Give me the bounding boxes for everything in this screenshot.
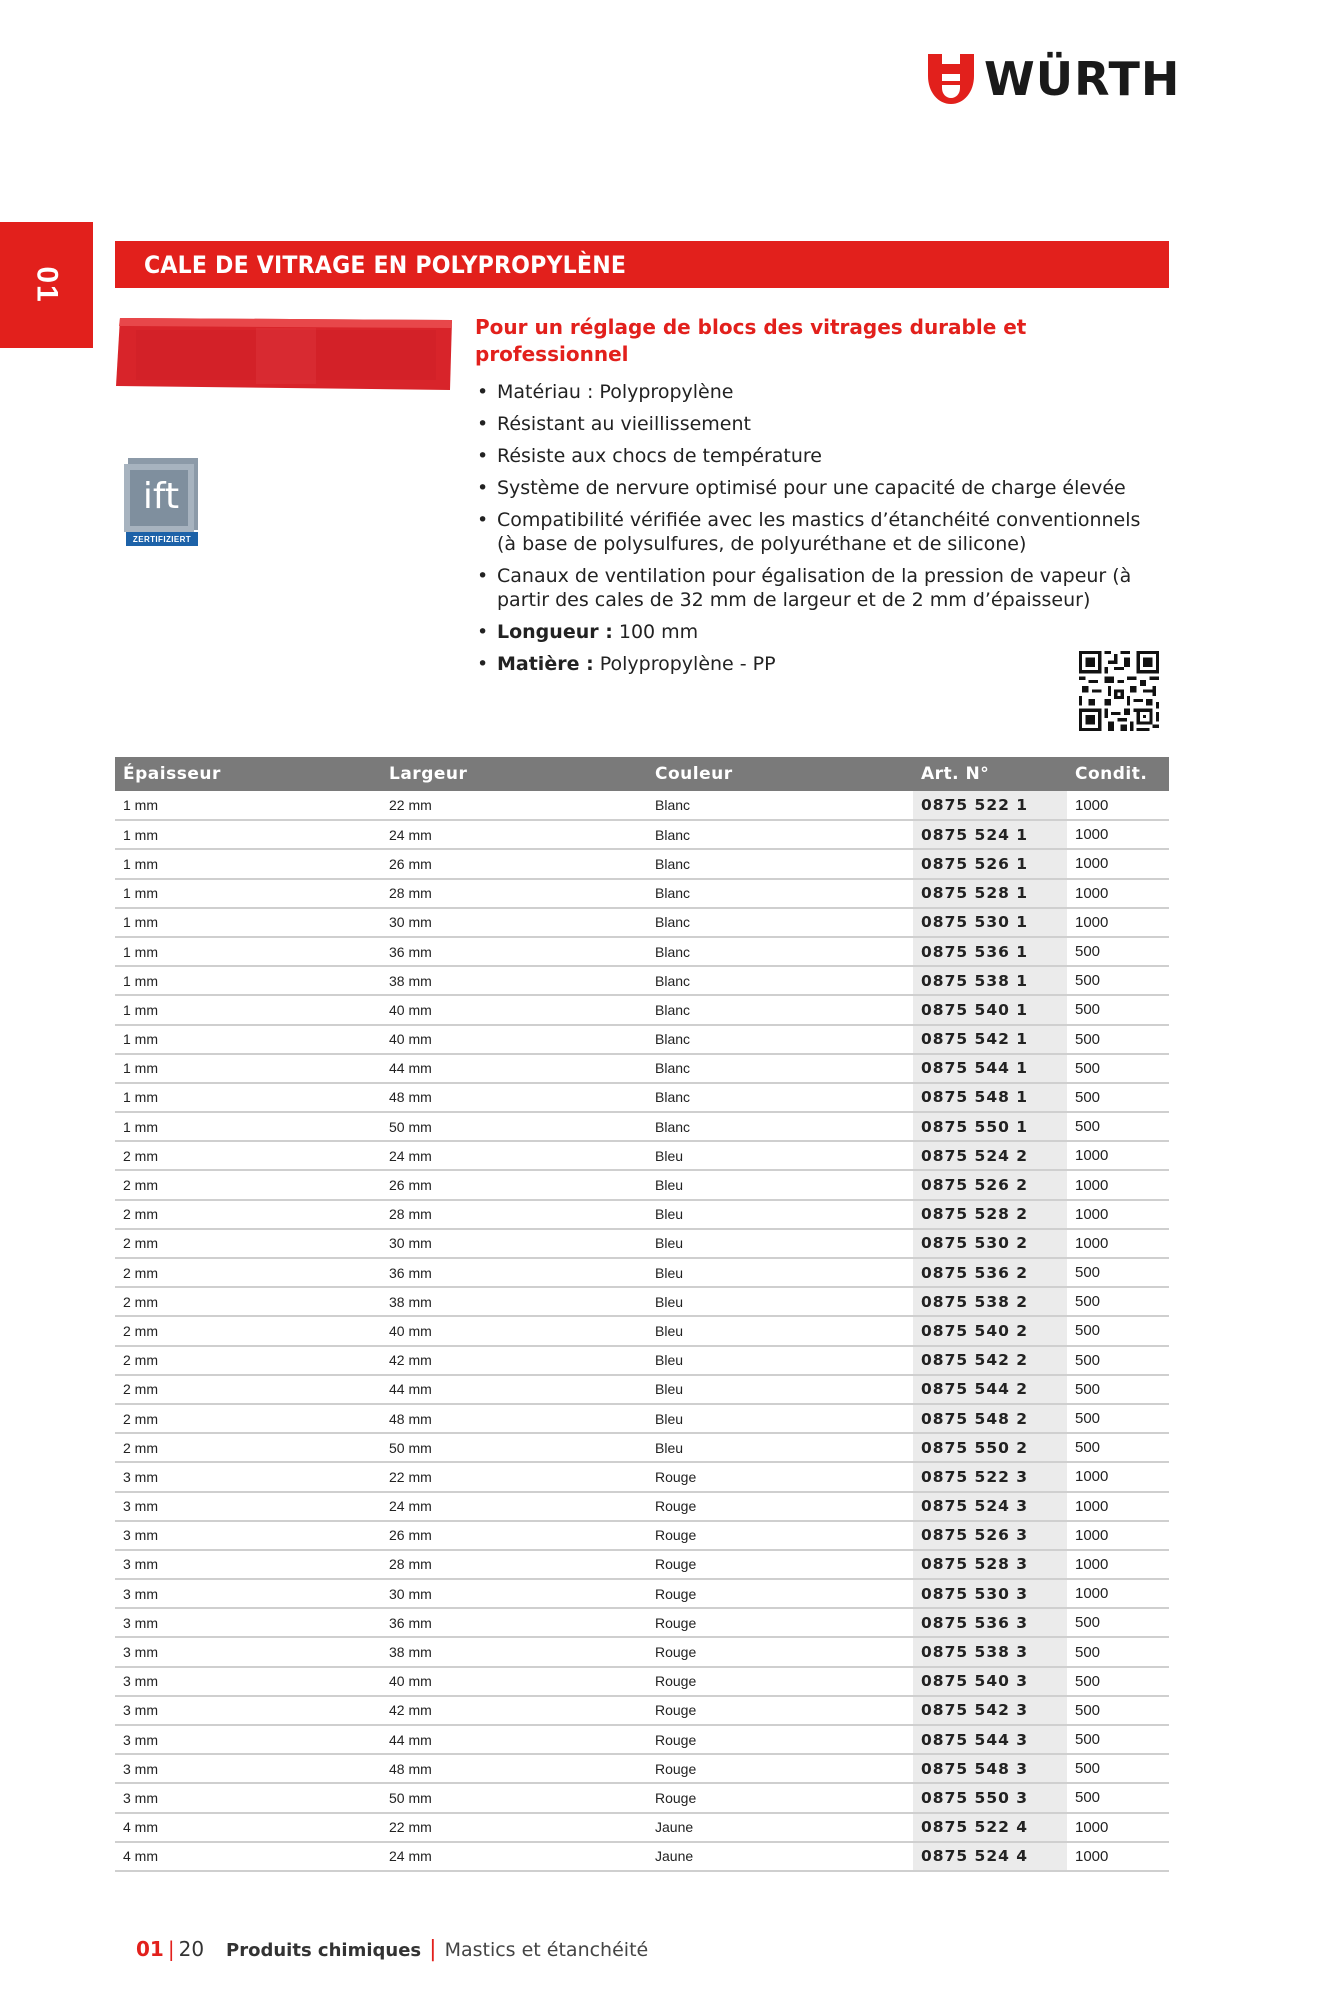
cell-color: Jaune xyxy=(647,1813,913,1842)
table-row xyxy=(115,791,1169,820)
cell-packaging: 500 xyxy=(1067,1083,1169,1112)
cell-width: 44 mm xyxy=(381,1054,647,1083)
table-row xyxy=(115,1170,1169,1199)
cell-color: Blanc xyxy=(647,820,913,849)
cell-width: 36 mm xyxy=(381,937,647,966)
cell-color: Rouge xyxy=(647,1754,913,1783)
cell-packaging: 1000 xyxy=(1067,1842,1169,1871)
product-title: CALE DE VITRAGE EN POLYPROPYLÈNE xyxy=(144,250,627,279)
cell-width: 28 mm xyxy=(381,1550,647,1579)
cell-article-number: 0875 550 3 xyxy=(913,1783,1067,1812)
cell-packaging: 1000 xyxy=(1067,1550,1169,1579)
cell-width: 28 mm xyxy=(381,1200,647,1229)
cell-width: 44 mm xyxy=(381,1725,647,1754)
cell-color: Bleu xyxy=(647,1200,913,1229)
table-row xyxy=(115,1375,1169,1404)
cell-article-number: 0875 544 2 xyxy=(913,1375,1067,1404)
table-row xyxy=(115,1287,1169,1316)
cell-thickness: 3 mm xyxy=(115,1579,381,1608)
cell-packaging: 1000 xyxy=(1067,1813,1169,1842)
cell-width: 24 mm xyxy=(381,820,647,849)
feature-item: • Compatibilité vérifiée avec les mastics d’étanchéité conventionnels (à base de polysulfures, de polyuréthane et de silicone) xyxy=(475,508,1165,556)
cell-thickness: 3 mm xyxy=(115,1783,381,1812)
cell-thickness: 1 mm xyxy=(115,791,381,820)
cell-color: Bleu xyxy=(647,1404,913,1433)
cell-article-number: 0875 528 1 xyxy=(913,879,1067,908)
table-row xyxy=(115,879,1169,908)
cell-width: 48 mm xyxy=(381,1404,647,1433)
footer-divider: | xyxy=(429,1937,437,1962)
cell-packaging: 1000 xyxy=(1067,879,1169,908)
cell-packaging: 1000 xyxy=(1067,1170,1169,1199)
table-row xyxy=(115,1637,1169,1666)
cell-packaging: 1000 xyxy=(1067,820,1169,849)
table-row xyxy=(115,1842,1169,1871)
cell-article-number: 0875 530 3 xyxy=(913,1579,1067,1608)
table-row xyxy=(115,1492,1169,1521)
cell-article-number: 0875 544 3 xyxy=(913,1725,1067,1754)
cell-color: Rouge xyxy=(647,1637,913,1666)
table-header-row xyxy=(115,757,1169,791)
page-footer xyxy=(136,1937,648,1962)
cell-width: 38 mm xyxy=(381,966,647,995)
feature-item: • Matériau : Polypropylène xyxy=(475,380,1165,404)
cell-packaging: 500 xyxy=(1067,1754,1169,1783)
feature-item: • Système de nervure optimisé pour une capacité de charge élevée xyxy=(475,476,1165,500)
cell-color: Blanc xyxy=(647,1083,913,1112)
cell-thickness: 1 mm xyxy=(115,849,381,878)
cell-color: Blanc xyxy=(647,1112,913,1141)
cell-width: 22 mm xyxy=(381,1462,647,1491)
cell-color: Blanc xyxy=(647,849,913,878)
table-row xyxy=(115,1608,1169,1637)
cell-article-number: 0875 530 2 xyxy=(913,1229,1067,1258)
cell-article-number: 0875 538 2 xyxy=(913,1287,1067,1316)
cell-article-number: 0875 540 2 xyxy=(913,1316,1067,1345)
cell-packaging: 1000 xyxy=(1067,1579,1169,1608)
cell-width: 40 mm xyxy=(381,1316,647,1345)
table-body xyxy=(115,791,1169,1871)
cell-width: 40 mm xyxy=(381,1667,647,1696)
cell-packaging: 500 xyxy=(1067,995,1169,1024)
cell-packaging: 1000 xyxy=(1067,1229,1169,1258)
footer-separator: | xyxy=(167,1937,175,1961)
cell-packaging: 500 xyxy=(1067,1404,1169,1433)
spec-length-value: 100 mm xyxy=(618,621,699,643)
cell-width: 30 mm xyxy=(381,1579,647,1608)
cell-width: 36 mm xyxy=(381,1258,647,1287)
cell-packaging: 1000 xyxy=(1067,791,1169,820)
cell-packaging: 500 xyxy=(1067,1287,1169,1316)
cell-color: Bleu xyxy=(647,1375,913,1404)
cell-packaging: 500 xyxy=(1067,1054,1169,1083)
cell-packaging: 1000 xyxy=(1067,1492,1169,1521)
header-width: Largeur xyxy=(381,757,647,791)
cell-color: Bleu xyxy=(647,1229,913,1258)
cell-thickness: 2 mm xyxy=(115,1170,381,1199)
cell-article-number: 0875 550 1 xyxy=(913,1112,1067,1141)
cell-packaging: 500 xyxy=(1067,1433,1169,1462)
cell-packaging: 500 xyxy=(1067,1783,1169,1812)
feature-item: • Résiste aux chocs de température xyxy=(475,444,1165,468)
cell-article-number: 0875 524 1 xyxy=(913,820,1067,849)
cell-thickness: 1 mm xyxy=(115,966,381,995)
cell-packaging: 500 xyxy=(1067,1025,1169,1054)
cell-thickness: 4 mm xyxy=(115,1842,381,1871)
cell-thickness: 2 mm xyxy=(115,1229,381,1258)
qr-code-icon[interactable] xyxy=(1079,651,1159,731)
table-row xyxy=(115,1200,1169,1229)
cell-color: Blanc xyxy=(647,937,913,966)
cell-article-number: 0875 536 2 xyxy=(913,1258,1067,1287)
ift-certification-logo xyxy=(124,458,198,546)
cell-article-number: 0875 530 1 xyxy=(913,908,1067,937)
glazing-shim-image xyxy=(116,318,452,390)
cell-width: 40 mm xyxy=(381,995,647,1024)
cell-article-number: 0875 540 3 xyxy=(913,1667,1067,1696)
cell-color: Blanc xyxy=(647,908,913,937)
product-subtitle: Pour un réglage de blocs des vitrages durable et professionnel xyxy=(475,315,1027,366)
cell-packaging: 500 xyxy=(1067,1696,1169,1725)
ift-certified-label: ZERTIFIZIERT xyxy=(126,532,198,546)
table-row xyxy=(115,1783,1169,1812)
cell-thickness: 3 mm xyxy=(115,1462,381,1491)
footer-category: Produits chimiques xyxy=(226,1940,422,1961)
cell-width: 24 mm xyxy=(381,1492,647,1521)
footer-chapter: 01 xyxy=(136,1937,164,1961)
cell-width: 40 mm xyxy=(381,1025,647,1054)
cell-width: 38 mm xyxy=(381,1637,647,1666)
cell-packaging: 500 xyxy=(1067,1375,1169,1404)
cell-article-number: 0875 538 1 xyxy=(913,966,1067,995)
cell-thickness: 3 mm xyxy=(115,1550,381,1579)
footer-subcategory: Mastics et étanchéité xyxy=(444,1939,649,1961)
cell-color: Rouge xyxy=(647,1492,913,1521)
spec-length-label: Longueur : xyxy=(497,621,613,643)
article-table xyxy=(115,757,1169,1872)
cell-packaging: 500 xyxy=(1067,1667,1169,1696)
table-row xyxy=(115,849,1169,878)
table-row xyxy=(115,1579,1169,1608)
table-row xyxy=(115,1725,1169,1754)
cell-thickness: 2 mm xyxy=(115,1375,381,1404)
table-row xyxy=(115,966,1169,995)
cell-color: Blanc xyxy=(647,966,913,995)
cell-thickness: 2 mm xyxy=(115,1141,381,1170)
cell-article-number: 0875 548 1 xyxy=(913,1083,1067,1112)
cell-width: 26 mm xyxy=(381,1170,647,1199)
cell-thickness: 1 mm xyxy=(115,908,381,937)
cell-thickness: 2 mm xyxy=(115,1258,381,1287)
cell-packaging: 1000 xyxy=(1067,1141,1169,1170)
cell-color: Blanc xyxy=(647,1025,913,1054)
cell-article-number: 0875 550 2 xyxy=(913,1433,1067,1462)
cell-color: Bleu xyxy=(647,1433,913,1462)
cell-width: 22 mm xyxy=(381,791,647,820)
brand-wordmark: WÜRTH xyxy=(984,52,1181,106)
cell-color: Rouge xyxy=(647,1608,913,1637)
cell-width: 48 mm xyxy=(381,1083,647,1112)
cell-color: Blanc xyxy=(647,995,913,1024)
cell-color: Blanc xyxy=(647,791,913,820)
table-row xyxy=(115,1229,1169,1258)
cell-article-number: 0875 522 1 xyxy=(913,791,1067,820)
table-row xyxy=(115,820,1169,849)
spec-material xyxy=(475,652,1165,676)
cell-width: 26 mm xyxy=(381,849,647,878)
spec-material-label: Matière : xyxy=(497,653,594,675)
cell-color: Rouge xyxy=(647,1462,913,1491)
table-row xyxy=(115,1112,1169,1141)
cell-color: Rouge xyxy=(647,1696,913,1725)
cell-width: 30 mm xyxy=(381,1229,647,1258)
feature-list xyxy=(475,380,1165,684)
cell-color: Rouge xyxy=(647,1550,913,1579)
cell-color: Bleu xyxy=(647,1346,913,1375)
cell-article-number: 0875 536 3 xyxy=(913,1608,1067,1637)
cell-article-number: 0875 544 1 xyxy=(913,1054,1067,1083)
cell-color: Blanc xyxy=(647,879,913,908)
cell-packaging: 1000 xyxy=(1067,1521,1169,1550)
table-row xyxy=(115,1346,1169,1375)
cell-packaging: 500 xyxy=(1067,1608,1169,1637)
spec-material-value: Polypropylène - PP xyxy=(599,653,776,675)
table-row xyxy=(115,995,1169,1024)
chapter-tab-label: 01 xyxy=(30,266,64,304)
header-color: Couleur xyxy=(647,757,913,791)
cell-width: 44 mm xyxy=(381,1375,647,1404)
cell-color: Bleu xyxy=(647,1141,913,1170)
cell-packaging: 500 xyxy=(1067,1316,1169,1345)
table-row xyxy=(115,1521,1169,1550)
cell-article-number: 0875 548 3 xyxy=(913,1754,1067,1783)
cell-article-number: 0875 526 2 xyxy=(913,1170,1067,1199)
cell-packaging: 500 xyxy=(1067,937,1169,966)
feature-item: • Canaux de ventilation pour égalisation de la pression de vapeur (à partir des cales de 32 mm de largeur et de 2 mm d’épaisseur) xyxy=(475,564,1165,612)
table-row xyxy=(115,1813,1169,1842)
cell-thickness: 3 mm xyxy=(115,1521,381,1550)
cell-article-number: 0875 536 1 xyxy=(913,937,1067,966)
cell-thickness: 2 mm xyxy=(115,1200,381,1229)
cell-width: 30 mm xyxy=(381,908,647,937)
cell-width: 22 mm xyxy=(381,1813,647,1842)
cell-thickness: 2 mm xyxy=(115,1287,381,1316)
cell-thickness: 1 mm xyxy=(115,995,381,1024)
cell-thickness: 3 mm xyxy=(115,1608,381,1637)
table-row xyxy=(115,1404,1169,1433)
table-row xyxy=(115,1696,1169,1725)
cell-thickness: 4 mm xyxy=(115,1813,381,1842)
table-row xyxy=(115,1083,1169,1112)
header-thickness: Épaisseur xyxy=(115,757,381,791)
cell-thickness: 2 mm xyxy=(115,1346,381,1375)
cell-article-number: 0875 526 1 xyxy=(913,849,1067,878)
ift-logo-text: ift xyxy=(142,475,180,517)
header-article-number: Art. N° xyxy=(913,757,1067,791)
cell-thickness: 1 mm xyxy=(115,1112,381,1141)
cell-thickness: 1 mm xyxy=(115,1054,381,1083)
cell-article-number: 0875 548 2 xyxy=(913,1404,1067,1433)
cell-color: Jaune xyxy=(647,1842,913,1871)
cell-article-number: 0875 538 3 xyxy=(913,1637,1067,1666)
cell-article-number: 0875 542 3 xyxy=(913,1696,1067,1725)
cell-width: 26 mm xyxy=(381,1521,647,1550)
cell-thickness: 1 mm xyxy=(115,879,381,908)
table-row xyxy=(115,1258,1169,1287)
cell-article-number: 0875 522 3 xyxy=(913,1462,1067,1491)
cell-packaging: 1000 xyxy=(1067,1462,1169,1491)
table-row xyxy=(115,1316,1169,1345)
cell-thickness: 3 mm xyxy=(115,1696,381,1725)
product-title-bar xyxy=(115,241,1169,288)
cell-thickness: 2 mm xyxy=(115,1404,381,1433)
cell-article-number: 0875 528 2 xyxy=(913,1200,1067,1229)
cell-width: 24 mm xyxy=(381,1842,647,1871)
cell-color: Bleu xyxy=(647,1316,913,1345)
cell-article-number: 0875 524 3 xyxy=(913,1492,1067,1521)
table-row xyxy=(115,937,1169,966)
table-row xyxy=(115,908,1169,937)
cell-thickness: 1 mm xyxy=(115,937,381,966)
table-row xyxy=(115,1462,1169,1491)
cell-article-number: 0875 522 4 xyxy=(913,1813,1067,1842)
cell-thickness: 3 mm xyxy=(115,1492,381,1521)
table-row xyxy=(115,1433,1169,1462)
cell-thickness: 1 mm xyxy=(115,820,381,849)
cell-width: 48 mm xyxy=(381,1754,647,1783)
table-row xyxy=(115,1667,1169,1696)
cell-color: Bleu xyxy=(647,1287,913,1316)
cell-packaging: 500 xyxy=(1067,1637,1169,1666)
cell-thickness: 3 mm xyxy=(115,1637,381,1666)
cell-article-number: 0875 524 4 xyxy=(913,1842,1067,1871)
cell-width: 50 mm xyxy=(381,1112,647,1141)
cell-width: 50 mm xyxy=(381,1433,647,1462)
wurth-logo xyxy=(928,52,1180,106)
cell-width: 24 mm xyxy=(381,1141,647,1170)
table-row xyxy=(115,1025,1169,1054)
cell-width: 38 mm xyxy=(381,1287,647,1316)
table-row xyxy=(115,1754,1169,1783)
cell-packaging: 500 xyxy=(1067,1725,1169,1754)
cell-thickness: 2 mm xyxy=(115,1316,381,1345)
cell-packaging: 1000 xyxy=(1067,1200,1169,1229)
cell-article-number: 0875 524 2 xyxy=(913,1141,1067,1170)
cell-packaging: 500 xyxy=(1067,1346,1169,1375)
cell-color: Rouge xyxy=(647,1667,913,1696)
cell-packaging: 500 xyxy=(1067,1258,1169,1287)
header-packaging: Condit. xyxy=(1067,757,1169,791)
cell-color: Rouge xyxy=(647,1579,913,1608)
cell-article-number: 0875 526 3 xyxy=(913,1521,1067,1550)
footer-page-number: 20 xyxy=(178,1937,205,1961)
table-row xyxy=(115,1550,1169,1579)
cell-packaging: 500 xyxy=(1067,966,1169,995)
chapter-tab xyxy=(0,222,93,348)
cell-article-number: 0875 542 2 xyxy=(913,1346,1067,1375)
cell-thickness: 2 mm xyxy=(115,1433,381,1462)
cell-article-number: 0875 542 1 xyxy=(913,1025,1067,1054)
cell-width: 50 mm xyxy=(381,1783,647,1812)
cell-article-number: 0875 540 1 xyxy=(913,995,1067,1024)
cell-width: 42 mm xyxy=(381,1346,647,1375)
cell-width: 36 mm xyxy=(381,1608,647,1637)
cell-color: Rouge xyxy=(647,1783,913,1812)
cell-width: 28 mm xyxy=(381,879,647,908)
cell-color: Rouge xyxy=(647,1521,913,1550)
cell-thickness: 3 mm xyxy=(115,1667,381,1696)
cell-article-number: 0875 528 3 xyxy=(913,1550,1067,1579)
cell-packaging: 1000 xyxy=(1067,849,1169,878)
cell-color: Rouge xyxy=(647,1725,913,1754)
wurth-emblem-icon xyxy=(928,54,974,104)
spec-length xyxy=(475,620,1165,644)
cell-thickness: 1 mm xyxy=(115,1025,381,1054)
cell-color: Bleu xyxy=(647,1258,913,1287)
feature-item: • Résistant au vieillissement xyxy=(475,412,1165,436)
cell-thickness: 1 mm xyxy=(115,1083,381,1112)
cell-color: Bleu xyxy=(647,1170,913,1199)
cell-thickness: 3 mm xyxy=(115,1754,381,1783)
cell-width: 42 mm xyxy=(381,1696,647,1725)
table-row xyxy=(115,1141,1169,1170)
table-row xyxy=(115,1054,1169,1083)
cell-packaging: 1000 xyxy=(1067,908,1169,937)
cell-packaging: 500 xyxy=(1067,1112,1169,1141)
cell-thickness: 3 mm xyxy=(115,1725,381,1754)
cell-color: Blanc xyxy=(647,1054,913,1083)
